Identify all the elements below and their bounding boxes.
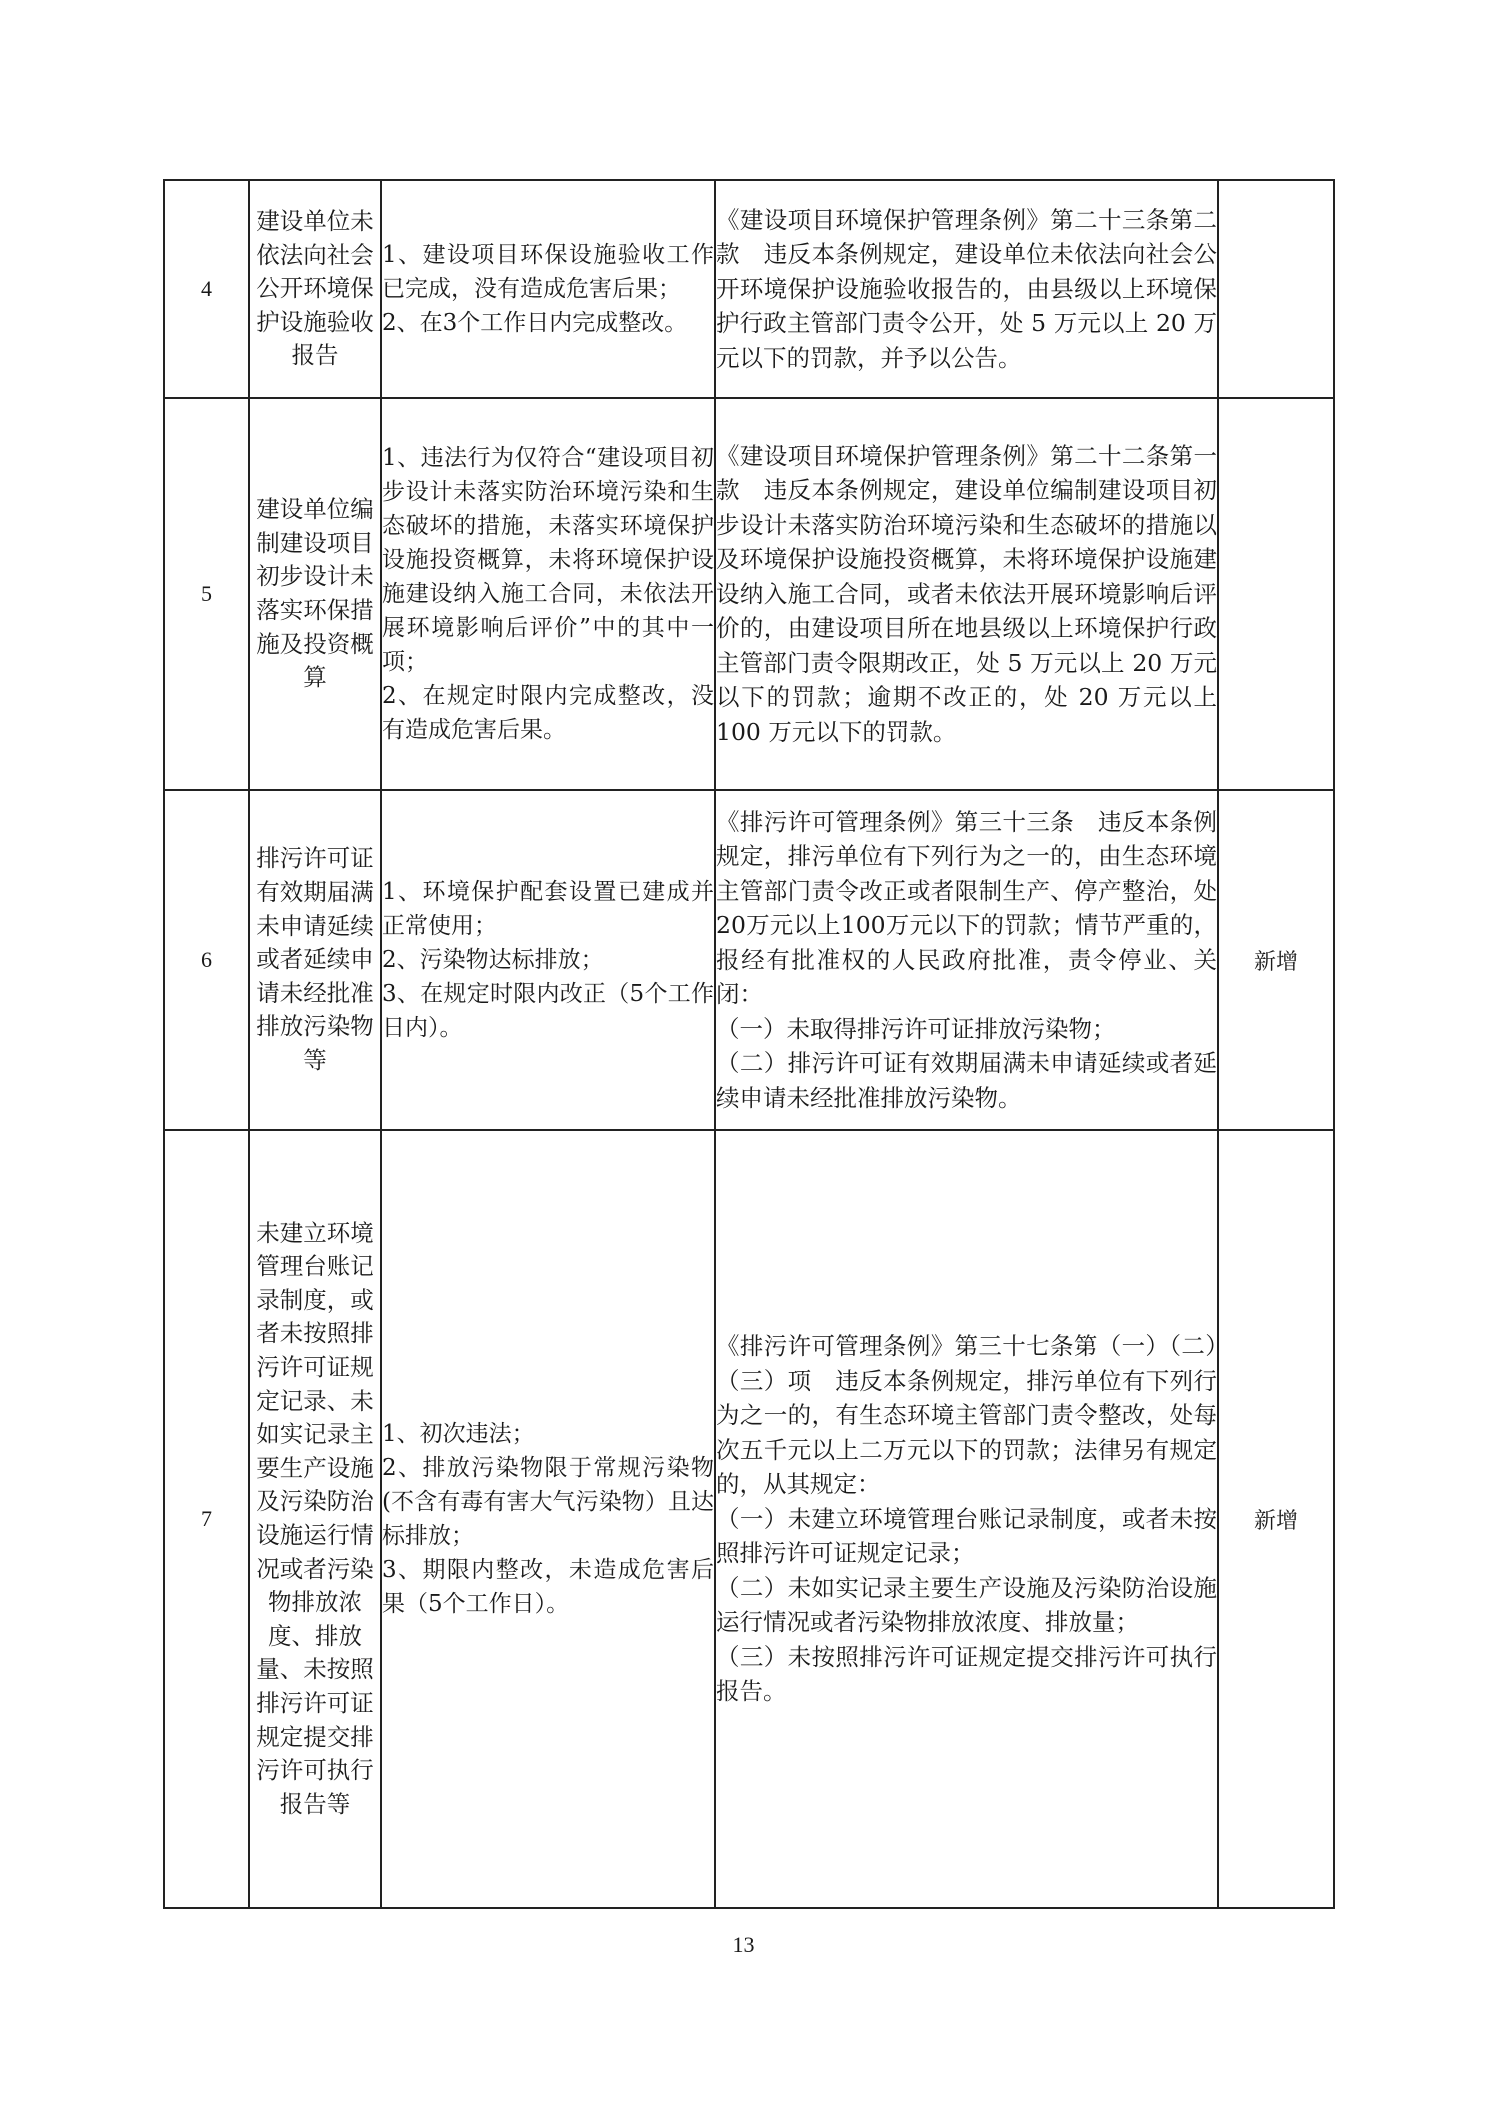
remark	[1218, 180, 1334, 398]
page-number: 13	[732, 1932, 755, 1957]
table-row	[164, 398, 1334, 790]
remark	[1218, 398, 1334, 790]
legal-basis	[715, 790, 1218, 1130]
table-row	[164, 790, 1334, 1130]
basis-paragraph: 《建设项目环境保护管理条例》第二十二条第一款 违反本条例规定，建设单位编制建设项目初步设计未落实防治环境污染和生态破坏的措施以及环境保护设施投资概算，未将环境保护设施建设纳入施工合同，或者未依法开展环境影响后评价的，由建设项目所在地县级以上环境保护行政主管部门责令限期改正，处 5 万元以上 20 万元以下的罚款；逾期不改正的，处 20 万元以上 100 万元以下的罚款。	[716, 441, 1217, 746]
condition-item: 2、排放污染物限于常规污染物(不含有毒有害大气污染物）且达标排放；	[382, 1455, 714, 1549]
basis-paragraph: （二）排污许可证有效期届满未申请延续或者延续申请未经批准排放污染物。	[716, 1049, 1217, 1112]
basis-paragraph: 《排污许可管理条例》第三十七条第（一）（二）（三）项 违反本条例规定，排污单位有下列行为之一的，有生态环境主管部门责令整改，处每次五千元以上二万元以下的罚款；法律另有规定的，从其规定：	[716, 1332, 1217, 1499]
table-row	[164, 1130, 1334, 1908]
condition-item: 1、环境保护配套设置已建成并正常使用；	[382, 879, 714, 939]
exemption-conditions	[381, 1130, 715, 1908]
basis-paragraph: 《建设项目环境保护管理条例》第二十三条第二款 违反本条例规定，建设单位未依法向社会公开环境保护设施验收报告的，由县级以上环境保护行政主管部门责令公开，处 5 万元以上 20 万元以下的罚款，并予以公告。	[716, 205, 1217, 372]
legal-basis	[715, 1130, 1218, 1908]
condition-item: 1、建设项目环保设施验收工作已完成，没有造成危害后果；	[382, 242, 714, 302]
row-number: 7	[164, 1130, 249, 1908]
violation-situation: 未建立环境管理台账记录制度，或者未按照排污许可证规定记录、未如实记录主要生产设施及污染防治设施运行情况或者污染物排放浓度、排放量、未按照排污许可证规定提交排污许可执行报告等	[249, 1130, 381, 1908]
basis-paragraph: （三）未按照排污许可证规定提交排污许可执行报告。	[716, 1642, 1217, 1706]
condition-item: 2、在3个工作日内完成整改。	[382, 310, 688, 336]
table-row	[164, 180, 1334, 398]
condition-item: 2、污染物达标排放；	[382, 947, 604, 973]
basis-paragraph: （二）未如实记录主要生产设施及污染防治设施运行情况或者污染物排放浓度、排放量；	[716, 1573, 1217, 1637]
condition-item: 3、在规定时限内改正（5个工作日内）。	[382, 981, 714, 1041]
remark: 新增	[1218, 1130, 1334, 1908]
row-number: 5	[164, 398, 249, 790]
remark: 新增	[1218, 790, 1334, 1130]
exemption-conditions	[381, 398, 715, 790]
row-number: 4	[164, 180, 249, 398]
basis-paragraph: （一）未建立环境管理台账记录制度，或者未按照排污许可证规定记录；	[716, 1504, 1217, 1568]
legal-basis	[715, 398, 1218, 790]
condition-item: 1、初次违法；	[382, 1421, 535, 1447]
violation-situation: 排污许可证有效期届满未申请延续或者延续申请未经批准排放污染物等	[249, 790, 381, 1130]
exemption-conditions	[381, 180, 715, 398]
basis-paragraph: 《排污许可管理条例》第三十三条 违反本条例规定，排污单位有下列行为之一的，由生态环境主管部门责令改正或者限制生产、停产整治，处20万元以上100万元以下的罚款；情节严重的，报经有批准权的人民政府批准，责令停业、关闭：	[716, 807, 1217, 1009]
legal-basis	[715, 180, 1218, 398]
basis-paragraph: （一）未取得排污许可证排放污染物；	[716, 1014, 1116, 1043]
violation-situation: 建设单位编制建设项目初步设计未落实环保措施及投资概算	[249, 398, 381, 790]
violation-situation: 建设单位未依法向社会公开环境保护设施验收报告	[249, 180, 381, 398]
condition-item: 1、违法行为仅符合“建设项目初步设计未落实防治环境污染和生态破坏的措施，未落实环境保护设施投资概算，未将环境保护设施建设纳入施工合同，未依法开展环境影响后评价”中的其中一项；	[382, 445, 714, 675]
exemption-conditions	[381, 790, 715, 1130]
rules-table	[163, 179, 1335, 1909]
condition-item: 3、期限内整改，未造成危害后果（5个工作日）。	[382, 1557, 714, 1617]
row-number: 6	[164, 790, 249, 1130]
condition-item: 2、在规定时限内完成整改，没有造成危害后果。	[382, 683, 714, 743]
